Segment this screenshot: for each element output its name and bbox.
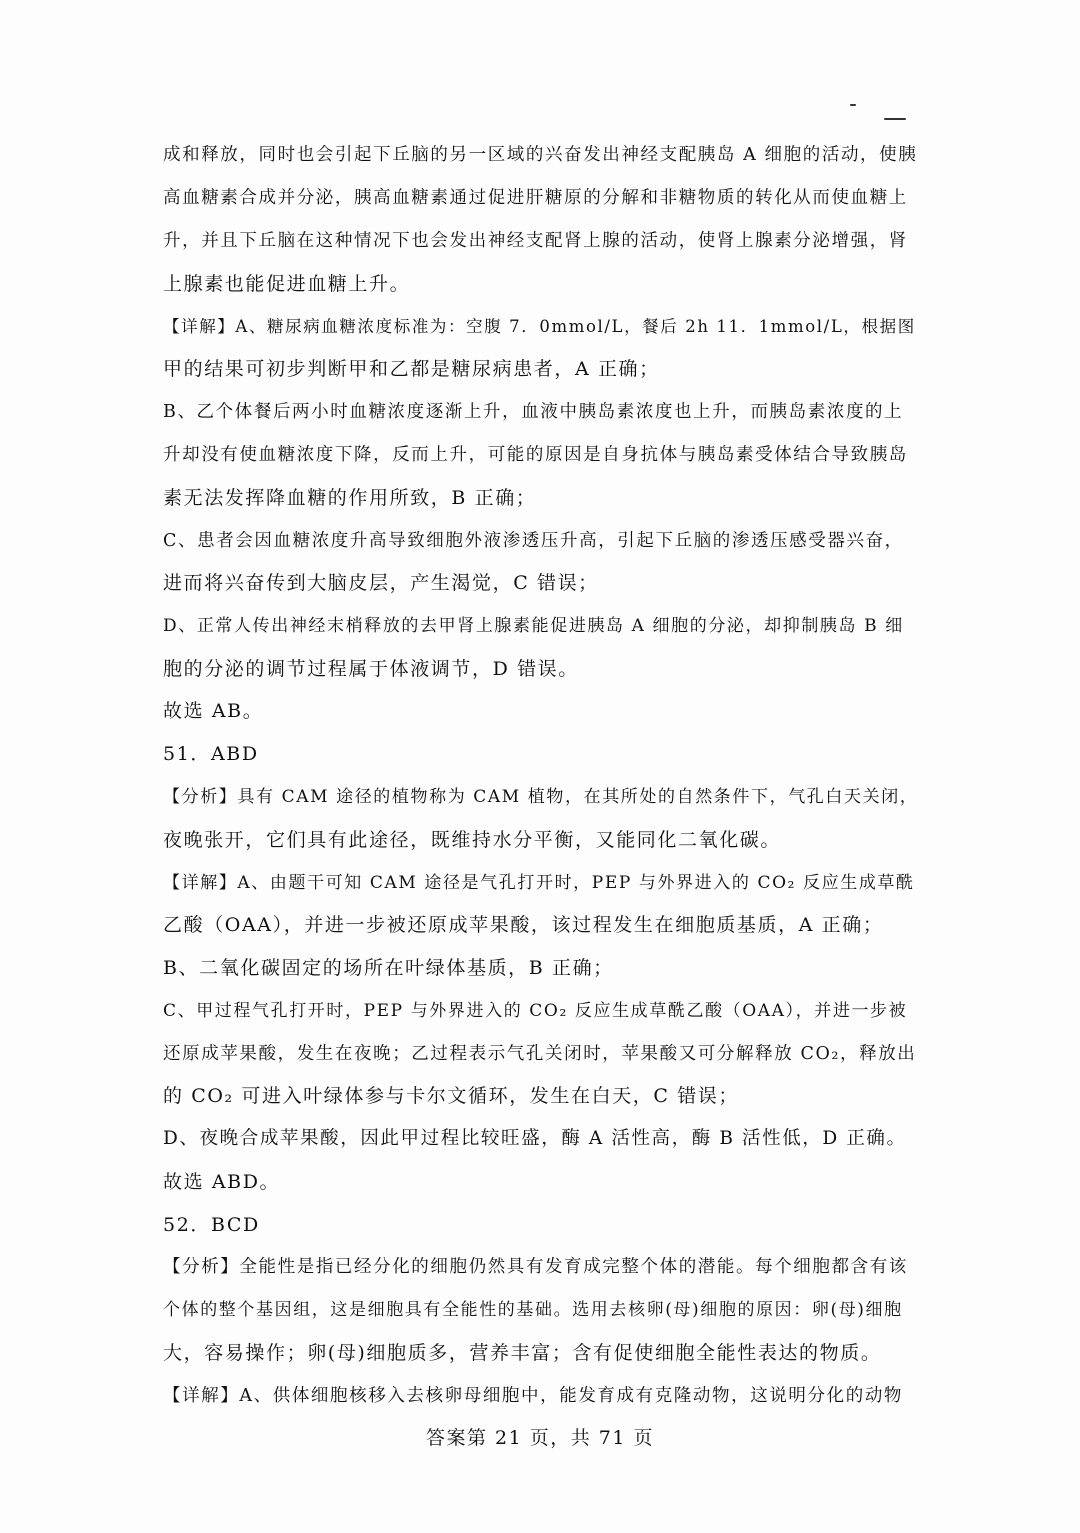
text-line: 【详解】A、糖尿病血糖浓度标准为：空腹 7．0mmol/L，餐后 2h 11．1mmol/L，根据图 bbox=[163, 317, 916, 336]
text-line: D、夜晚合成苹果酸，因此甲过程比较旺盛，酶 A 活性高，酶 B 活性低，D 正确。 bbox=[163, 1128, 907, 1149]
text-line: 故选 AB。 bbox=[163, 700, 264, 722]
text-line: 大，容易操作；卵(母)细胞质多，营养丰富；含有促使细胞全能性表达的物质。 bbox=[163, 1342, 882, 1364]
text-line: 成和释放，同时也会引起下丘脑的另一区域的兴奋发出神经支配胰岛 A 细胞的活动，使胰 bbox=[163, 145, 918, 165]
text-line: B、乙个体餐后两小时血糖浓度逐渐上升，血液中胰岛素浓度也上升，而胰岛素浓度的上 bbox=[163, 402, 904, 422]
text-line: 升却没有使血糖浓度下降，反而上升，可能的原因是自身抗体与胰岛素受体结合导致胰岛 bbox=[163, 445, 908, 465]
scan-mark bbox=[850, 104, 856, 106]
text-line: 【详解】A、供体细胞核移入去核卵母细胞中，能发育成有克隆动物，这说明分化的动物 bbox=[163, 1386, 904, 1406]
text-line: 【分析】具有 CAM 途径的植物称为 CAM 植物，在其所处的自然条件下，气孔白天关闭， bbox=[163, 787, 919, 807]
scan-mark bbox=[884, 118, 906, 120]
text-line: 上腺素也能促进血糖上升。 bbox=[163, 273, 411, 295]
text-line: 【分析】全能性是指已经分化的细胞仍然具有发育成完整个体的潜能。每个细胞都含有该 bbox=[163, 1257, 908, 1277]
text-line: 进而将兴奋传到大脑皮层，产生渴觉，C 错误； bbox=[163, 572, 599, 594]
text-line: 素无法发挥降血糖的作用所致，B 正确； bbox=[163, 487, 537, 509]
text-line: C、患者会因血糖浓度升高导致细胞外液渗透压升高，引起下丘脑的渗透压感受器兴奋， bbox=[163, 531, 904, 551]
text-line: 的 CO₂ 可进入叶绿体参与卡尔文循环，发生在白天，C 错误； bbox=[163, 1085, 739, 1107]
text-line: 个体的整个基因组，这是细胞具有全能性的基础。选用去核卵(母)细胞的原因：卵(母)细胞 bbox=[163, 1300, 903, 1320]
text-line: 乙酸（OAA），并进一步被还原成苹果酸，该过程发生在细胞质基质，A 正确； bbox=[163, 914, 884, 936]
text-line: 高血糖素合成并分泌，胰高血糖素通过促进肝糖原的分解和非糖物质的转化从而使血糖上 bbox=[163, 188, 908, 208]
text-line: D、正常人传出神经末梢释放的去甲肾上腺素能促进胰岛 A 细胞的分泌，却抑制胰岛 B 细 bbox=[163, 616, 904, 636]
text-line: 还原成苹果酸，发生在夜晚；乙过程表示气孔关闭时，苹果酸又可分解释放 CO₂，释放出 bbox=[163, 1044, 917, 1064]
text-line: C、甲过程气孔打开时，PEP 与外界进入的 CO₂ 反应生成草酰乙酸（OAA），并进一步被 bbox=[163, 1001, 908, 1021]
text-line: 胞的分泌的调节过程属于体液调节，D 错误。 bbox=[163, 658, 579, 680]
question-number: 51．ABD bbox=[163, 743, 259, 765]
text-line: 故选 ABD。 bbox=[163, 1171, 281, 1193]
text-line: B、二氧化碳固定的场所在叶绿体基质，B 正确； bbox=[163, 957, 614, 979]
text-line: 【详解】A、由题干可知 CAM 途径是气孔打开时，PEP 与外界进入的 CO₂ 反应生成草酰 bbox=[163, 873, 915, 893]
text-line: 升，并且下丘脑在这种情况下也会发出神经支配肾上腺的活动，使肾上腺素分泌增强，肾 bbox=[163, 231, 908, 251]
question-number: 52．BCD bbox=[163, 1214, 260, 1236]
page-footer: 答案第 21 页，共 71 页 bbox=[425, 1427, 654, 1449]
text-line: 甲的结果可初步判断甲和乙都是糖尿病患者，A 正确； bbox=[163, 358, 660, 380]
text-line: 夜晚张开，它们具有此途径，既维持水分平衡，又能同化二氧化碳。 bbox=[163, 829, 782, 851]
